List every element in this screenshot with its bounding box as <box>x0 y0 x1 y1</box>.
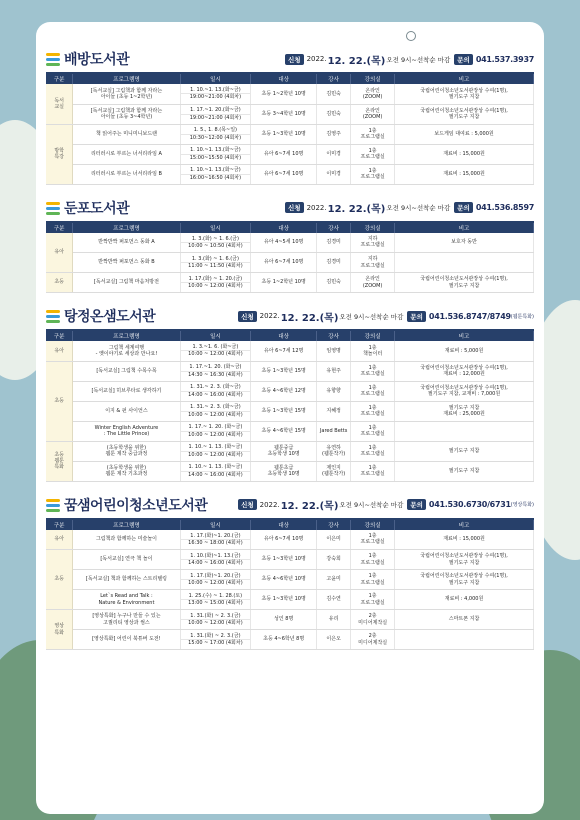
library-title: 배방도서관 <box>64 52 130 68</box>
library-section <box>46 195 534 294</box>
program-guide-card <box>36 22 544 814</box>
teacher-cell: 이미경 <box>317 144 351 164</box>
schedule-hours: 10:00 ~ 12:00 (4회차) <box>188 283 243 289</box>
schedule-hours: 10:30~12:00 (4회차) <box>189 134 242 141</box>
schedule-dates: 1. 10.~1. 13.(화~금) <box>181 147 251 154</box>
schedule-hours: 14:00 ~ 16:00 (4회차) <box>188 560 243 566</box>
table-row <box>46 590 534 610</box>
program-name-cell: (초등학생을 위한) 웹툰 제작 기초과정 <box>73 461 180 481</box>
note-cell <box>395 421 534 441</box>
room-cell: 1층 책놀이터 <box>351 341 395 361</box>
schedule-hours: 19:00~21:00 (4회차) <box>189 114 242 121</box>
schedule-cell <box>180 421 251 441</box>
schedule-cell <box>180 530 251 550</box>
schedule-cell <box>180 144 251 164</box>
binder-hole <box>406 31 416 41</box>
schedule-hours: 10:00 ~ 12:00 (4회차) <box>188 431 243 438</box>
schedule-hours: 13:00 ~ 15:00 (4회차) <box>188 600 243 606</box>
room-cell: 2층 미디어제작실 <box>351 630 395 650</box>
room-cell: 온라인 (ZOOM) <box>351 84 395 104</box>
schedule-dates: 1. 10.~ 1. 13. (화~금) <box>181 444 251 451</box>
schedule-hours: 10:00 ~ 12:00 (4회차) <box>188 620 243 626</box>
schedule-dates: 1. 17.~ 1. 20. (화~금) <box>181 424 251 431</box>
note-cell: 국립어린이청소년도서관장상 수여(1명), 필기도구 지참 <box>395 550 534 570</box>
schedule-hours: 10:00 ~ 12:00 (4회차) <box>188 580 243 586</box>
column-header: 구분 <box>46 74 73 84</box>
table-row <box>46 104 534 124</box>
table-row <box>46 233 534 253</box>
room-cell: 1층 프로그램실 <box>351 530 395 550</box>
schedule-cell <box>180 461 251 481</box>
target-cell: 초등 1~3학년 15명 <box>251 361 317 381</box>
program-name-cell: Winter English Adventure : The Little Prince) <box>73 421 180 441</box>
room-cell: 온라인 (ZOOM) <box>351 104 395 124</box>
table-header-row <box>46 331 534 341</box>
column-header: 비고 <box>395 74 534 84</box>
schedule-dates: 1. 17.~1. 20. (화~금) <box>181 364 251 371</box>
table-row <box>46 84 534 104</box>
teacher-cell: 김민숙 <box>317 84 351 104</box>
room-cell: 1층 프로그램실 <box>351 461 395 481</box>
note-cell: 재료비 : 15,000원 <box>395 164 534 184</box>
schedule-hours: 10:00 ~ 12:00 (4회차) <box>188 351 243 358</box>
library-title: 둔포도서관 <box>64 200 130 217</box>
target-cell: 유아 6~7세 10명 <box>251 253 317 273</box>
column-header: 비고 <box>395 331 534 341</box>
schedule-hours: 15:00~15:50 (4회차) <box>189 154 242 161</box>
schedule-dates: 1. 3.~1. 6. (화~금) <box>181 344 251 351</box>
column-header: 강사 <box>317 223 351 233</box>
application-info <box>238 309 534 324</box>
room-cell: 1층 프로그램실 <box>351 570 395 590</box>
apply-badge: 신청 <box>238 311 257 322</box>
teacher-cell: 김경미 <box>317 233 351 253</box>
schedule-dates: 1. 17.(화)~1. 20.(금) <box>181 533 251 540</box>
note-cell: 재료비 : 15,000원 <box>395 530 534 550</box>
table-header-row <box>46 74 534 84</box>
target-cell: 유아 4~5세 10명 <box>251 233 317 253</box>
target-cell: 초등 1~3학년 15명 <box>251 401 317 421</box>
teacher-cell: 지혜정 <box>317 401 351 421</box>
program-name-cell: 리터러시로 부르는 너서리라임 A <box>73 144 180 164</box>
table-row <box>46 361 534 381</box>
apply-date-year: 2022. <box>259 312 280 320</box>
schedule-cell <box>180 381 251 401</box>
program-name-cell: [독서교실] 그림책과 함께 자라는 아이들 (초등 3~4학년) <box>73 104 180 124</box>
contact-badge: 문의 <box>407 499 426 510</box>
teacher-cell: 이미경 <box>317 164 351 184</box>
target-cell: 초등 4~6학년 15명 <box>251 421 317 441</box>
room-cell: 1층 프로그램실 <box>351 164 395 184</box>
column-header: 프로그램명 <box>73 223 180 233</box>
schedule-dates: 1. 10.~ 1. 13. (화~금) <box>181 464 251 471</box>
category-cell: 유아 <box>46 341 73 361</box>
contact-phone: 041.536.8597 <box>475 203 534 212</box>
column-header: 강사 <box>317 74 351 84</box>
column-header: 강의실 <box>351 223 395 233</box>
teacher-cell: 김민숙 <box>317 273 351 293</box>
column-header: 프로그램명 <box>73 331 180 341</box>
program-name-cell: [영상특화] 어린이 북튜버 도전! <box>73 630 180 650</box>
column-header: 비고 <box>395 520 534 530</box>
schedule-hours: 14:00 ~ 16:00 (4회차) <box>188 471 243 478</box>
schedule-cell <box>180 104 251 124</box>
schedule-hours: 19:00~21:00 (4회차) <box>189 94 242 101</box>
schedule-cell <box>180 361 251 381</box>
section-header <box>46 46 534 74</box>
program-name-cell: 책 읽어주는 미니미니보드랜 <box>73 124 180 144</box>
schedule-hours: 14:00 ~ 16:00 (4회차) <box>188 391 243 398</box>
target-cell: 유아 6~7세 10명 <box>251 144 317 164</box>
schedule-dates: 1. 31.~ 2. 3. (화~금) <box>181 384 251 391</box>
teacher-cell: 유현주 <box>317 361 351 381</box>
table-header-row <box>46 520 534 530</box>
apply-date: 12. 22.(목) <box>280 312 339 324</box>
category-cell: 방학 특강 <box>46 124 73 184</box>
apply-time: 오전 9시~선착순 마감 <box>386 55 451 64</box>
note-cell: 필기도구 지참 <box>395 441 534 461</box>
section-header <box>46 195 534 223</box>
schedule-dates: 1. 31.(화) ~ 2. 3.(금) <box>181 613 251 620</box>
contact-phone: 041.536.8747/8749 <box>428 311 511 321</box>
schedule-dates: 1. 31.(화) ~ 2. 3.(금) <box>181 633 251 640</box>
column-header: 대상 <box>251 520 317 530</box>
column-header: 일시 <box>180 74 251 84</box>
schedule-hours: 15:00 ~ 17:00 (4회차) <box>188 640 243 646</box>
column-header: 대상 <box>251 331 317 341</box>
table-row <box>46 550 534 570</box>
schedule-cell <box>180 570 251 590</box>
schedule-cell <box>180 341 251 361</box>
program-name-cell: 반짝반짝 퍼포먼스 동화 A <box>73 233 180 253</box>
column-header: 일시 <box>180 223 251 233</box>
table-row <box>46 164 534 184</box>
program-name-cell: [독서교실] 그림책 마음처방전 <box>73 273 180 293</box>
library-section <box>46 46 534 185</box>
teacher-cell: 강숙희 <box>317 550 351 570</box>
note-cell: 국립어린이청소년도서관장상 수여(1명), 재료비 : 12,000원 <box>395 361 534 381</box>
schedule-cell <box>180 84 251 104</box>
table-row <box>46 124 534 144</box>
table-row <box>46 341 534 361</box>
category-cell: 초등 웹툰 특화 <box>46 441 73 481</box>
table-row <box>46 570 534 590</box>
note-cell: 국립어린이청소년도서관장상 수여(1명), 필기도구 지참 <box>395 273 534 293</box>
room-cell: 1층 프로그램실 <box>351 550 395 570</box>
schedule-dates: 1. 10.~1. 13.(화~금) <box>181 167 251 174</box>
apply-badge: 신청 <box>285 54 304 65</box>
schedule-dates: 1. 17.(화)~1. 20.(금) <box>181 573 251 580</box>
table-row <box>46 381 534 401</box>
section-header <box>46 303 534 331</box>
column-header: 강사 <box>317 331 351 341</box>
program-table <box>46 331 534 482</box>
program-name-cell: [영상특화] 누구나 만들 수 있는 고퀄리티 영상과 썸스 <box>73 610 180 630</box>
column-header: 강의실 <box>351 74 395 84</box>
schedule-cell <box>180 253 251 273</box>
room-cell: 1층 프로그램실 <box>351 124 395 144</box>
target-cell: 초등 1~3학년 10명 <box>251 124 317 144</box>
contact-phone-note: (웹툰특화) <box>510 313 534 320</box>
category-cell: 영상 특화 <box>46 610 73 650</box>
room-cell: 1층 프로그램실 <box>351 401 395 421</box>
target-cell: 초등 4~6학년 10명 <box>251 570 317 590</box>
program-name-cell: [독서교실] 연극 책 놀이 <box>73 550 180 570</box>
room-cell: 1층 프로그램실 <box>351 421 395 441</box>
teacher-cell: 김수연 <box>317 590 351 610</box>
category-cell: 초등 <box>46 361 73 441</box>
library-section <box>46 303 534 482</box>
note-cell: 보드게임 대여료 : 5,000원 <box>395 124 534 144</box>
target-cell: 웹툰초급 초등학생 10명 <box>251 461 317 481</box>
library-title: 탕정온샘도서관 <box>64 309 156 325</box>
column-header: 강의실 <box>351 331 395 341</box>
schedule-dates: 1. 17.~1. 20.(화~금) <box>181 107 251 114</box>
target-cell: 유아 6~7세 10명 <box>251 530 317 550</box>
library-logo-icon <box>46 52 60 66</box>
room-cell: 1층 프로그램실 <box>351 361 395 381</box>
teacher-cell: 유리 <box>317 610 351 630</box>
schedule-dates: 1. 25.(수) ~ 1. 28.(토) <box>181 593 251 600</box>
column-header: 강의실 <box>351 520 395 530</box>
room-cell: 1층 프로그램실 <box>351 144 395 164</box>
teacher-cell: 이은미 <box>317 530 351 550</box>
schedule-cell <box>180 610 251 630</box>
target-cell: 유아 6~7세 12명 <box>251 341 317 361</box>
target-cell: 초등 3~4학년 10명 <box>251 104 317 124</box>
apply-time: 오전 9시~선착순 마감 <box>386 204 451 212</box>
schedule-hours: 10:00 ~ 10:50 (4회차) <box>188 242 243 249</box>
schedule-dates: 1. 10.~1. 13.(화~금) <box>181 87 251 94</box>
target-cell: 유아 6~7세 10명 <box>251 164 317 184</box>
column-header: 일시 <box>180 520 251 530</box>
program-name-cell: 리터러시로 부르는 너서리라임 B <box>73 164 180 184</box>
program-name-cell: (초등학생을 위한) 웹툰 제작 중급과정 <box>73 441 180 461</box>
column-header: 구분 <box>46 223 73 233</box>
table-row <box>46 530 534 550</box>
room-cell: 지하 프로그램실 <box>351 233 395 253</box>
schedule-hours: 14:30 ~ 16:30 (4회차) <box>188 371 243 378</box>
column-header: 대상 <box>251 74 317 84</box>
schedule-hours: 11:00 ~ 11:50 (4회차) <box>188 263 243 269</box>
column-header: 일시 <box>180 331 251 341</box>
note-cell: 재료비 : 5,000원 <box>395 341 534 361</box>
teacher-cell: 김민숙 <box>317 104 351 124</box>
note-cell <box>395 253 534 273</box>
table-row <box>46 630 534 650</box>
program-name-cell: [독서교실] 히브루타로 생각하기 <box>73 381 180 401</box>
note-cell: 재료비 : 4,000원 <box>395 590 534 610</box>
column-header: 대상 <box>251 223 317 233</box>
teacher-cell: 임영명 <box>317 341 351 361</box>
schedule-cell <box>180 590 251 610</box>
schedule-cell <box>180 273 251 293</box>
schedule-dates: 1. 5., 1. 8.(목~일) <box>181 127 251 134</box>
column-header: 프로그램명 <box>73 520 180 530</box>
column-header: 비고 <box>395 223 534 233</box>
schedule-dates: 1. 3.(화) ~ 1. 6.(금) <box>181 256 251 263</box>
program-name-cell: 그림책과 함께하는 미술놀이 <box>73 530 180 550</box>
category-cell: 독서 교실 <box>46 84 73 124</box>
column-header: 강사 <box>317 520 351 530</box>
contact-badge: 문의 <box>407 311 426 322</box>
schedule-cell <box>180 441 251 461</box>
room-cell: 1층 프로그램실 <box>351 381 395 401</box>
library-logo-icon <box>46 498 60 512</box>
room-cell: 1층 프로그램실 <box>351 441 395 461</box>
apply-date-year: 2022. <box>306 55 327 63</box>
library-logo-icon <box>46 201 60 215</box>
table-row <box>46 461 534 481</box>
program-name-cell: 그림책 세계여행 - 옛이야기로 세상과 만나요! <box>73 341 180 361</box>
library-sections <box>46 46 534 650</box>
contact-phone: 041.530.6730/6731 <box>428 500 511 509</box>
library-title: 꿈샘어린이청소년도서관 <box>64 497 208 514</box>
target-cell: 웹툰중급 초등학생 10명 <box>251 441 317 461</box>
apply-date: 12. 22.(목) <box>327 55 386 67</box>
teacher-cell: 유향향 <box>317 381 351 401</box>
apply-badge: 신청 <box>238 499 257 510</box>
target-cell: 초등 1~2학년 10명 <box>251 273 317 293</box>
apply-date-year: 2022. <box>259 500 280 509</box>
table-row <box>46 441 534 461</box>
target-cell: 성인 8명 <box>251 610 317 630</box>
schedule-cell <box>180 164 251 184</box>
table-row <box>46 610 534 630</box>
schedule-dates: 1. 3.(화) ~ 1. 6.(금) <box>181 236 251 243</box>
table-row <box>46 421 534 441</box>
teacher-cell: 제인지 (웹툰작가) <box>317 461 351 481</box>
target-cell: 초등 1~3학년 10명 <box>251 550 317 570</box>
schedule-dates: 1. 10.(화)~1. 13.(금) <box>181 553 251 560</box>
room-cell: 1층 프로그램실 <box>351 590 395 610</box>
note-cell: 필기도구 지참 <box>395 461 534 481</box>
contact-phone: 041.537.3937 <box>475 54 534 64</box>
target-cell: 초등 4~6학년 8명 <box>251 630 317 650</box>
apply-date-year: 2022. <box>306 203 327 212</box>
contact-phone-note: (영상특화) <box>510 502 534 508</box>
target-cell: 초등 4~6학년 12명 <box>251 381 317 401</box>
table-row <box>46 253 534 273</box>
program-name-cell: [독서교실] 그림책과 함께 자라는 아이들 (초등 1~2학년) <box>73 84 180 104</box>
table-header-row <box>46 223 534 233</box>
note-cell: 국립어린이청소년도서관장상 수여(1명), 필기도구 지참 <box>395 570 534 590</box>
schedule-dates: 1. 31.~ 2. 3. (화~금) <box>181 404 251 411</box>
note-cell: 보호자 동반 <box>395 233 534 253</box>
program-table <box>46 520 534 651</box>
contact-badge: 문의 <box>454 54 473 65</box>
schedule-hours: 10:00 ~ 12:00 (4회차) <box>188 411 243 418</box>
table-row <box>46 273 534 293</box>
note-cell: 국립어린이청소년도서관장상 수여(1명), 필기도구 지참 <box>395 104 534 124</box>
contact-badge: 문의 <box>454 202 473 213</box>
schedule-hours: 16:30 ~ 18:00 (4회차) <box>188 539 243 546</box>
application-info <box>285 200 534 215</box>
section-header <box>46 492 534 520</box>
program-table <box>46 74 534 185</box>
room-cell: 2층 미디어제작실 <box>351 610 395 630</box>
note-cell: 스마트폰 지참 <box>395 610 534 630</box>
note-cell: 국립어린이청소년도서관장상 수여(1명), 필기도구 지참, 교재비 : 7,000원 <box>395 381 534 401</box>
apply-date: 12. 22.(목) <box>327 204 386 215</box>
apply-time: 오전 9시~선착순 마감 <box>339 501 404 509</box>
table-row <box>46 401 534 421</box>
application-info <box>285 52 534 67</box>
note-cell: 국립어린이청소년도서관장상 수여(1명), 필기도구 지참 <box>395 84 534 104</box>
note-cell: 필기도구 지참 재료비 : 25,000원 <box>395 401 534 421</box>
room-cell: 온라인 (ZOOM) <box>351 273 395 293</box>
library-logo-icon <box>46 309 60 323</box>
target-cell: 초등 1~2학년 10명 <box>251 84 317 104</box>
category-cell: 유아 <box>46 233 73 273</box>
teacher-cell: Jared Betts <box>317 421 351 441</box>
teacher-cell: 이은오 <box>317 630 351 650</box>
schedule-hours: 16:00~16:50 (4회차) <box>189 174 242 181</box>
table-row <box>46 144 534 164</box>
schedule-cell <box>180 550 251 570</box>
schedule-cell <box>180 233 251 253</box>
schedule-cell <box>180 124 251 144</box>
note-cell <box>395 630 534 650</box>
schedule-cell <box>180 401 251 421</box>
library-section <box>46 492 534 651</box>
category-cell: 초등 <box>46 273 73 293</box>
apply-badge: 신청 <box>285 202 304 213</box>
program-name-cell: 반짝반짝 퍼포먼스 동화 B <box>73 253 180 273</box>
teacher-cell: 김영주 <box>317 124 351 144</box>
schedule-dates: 1. 17.(화) ~ 1. 20.(금) <box>181 276 251 283</box>
category-cell: 유아 <box>46 530 73 550</box>
room-cell: 지하 프로그램실 <box>351 253 395 273</box>
category-cell: 초등 <box>46 550 73 610</box>
application-info <box>238 497 534 512</box>
program-name-cell: 이지 & 펀 사이언스 <box>73 401 180 421</box>
note-cell: 재료비 : 15,000원 <box>395 144 534 164</box>
target-cell: 초등 1~3학년 10명 <box>251 590 317 610</box>
program-name-cell: Let`s Read and Talk : Nature & Environment <box>73 590 180 610</box>
program-table <box>46 223 534 294</box>
schedule-cell <box>180 630 251 650</box>
program-name-cell: [독서교실] 책과 함께하는 스트리텔링 <box>73 570 180 590</box>
teacher-cell: 김경미 <box>317 253 351 273</box>
column-header: 구분 <box>46 520 73 530</box>
teacher-cell: 고윤미 <box>317 570 351 590</box>
schedule-hours: 10:00 ~ 12:00 (4회차) <box>188 451 243 458</box>
program-name-cell: [독서교실] 그림책 수목수목 <box>73 361 180 381</box>
apply-date: 12. 22.(목) <box>280 501 339 512</box>
apply-time: 오전 9시~선착순 마감 <box>339 312 404 321</box>
column-header: 구분 <box>46 331 73 341</box>
column-header: 프로그램명 <box>73 74 180 84</box>
teacher-cell: 유연하 (웹툰작가) <box>317 441 351 461</box>
